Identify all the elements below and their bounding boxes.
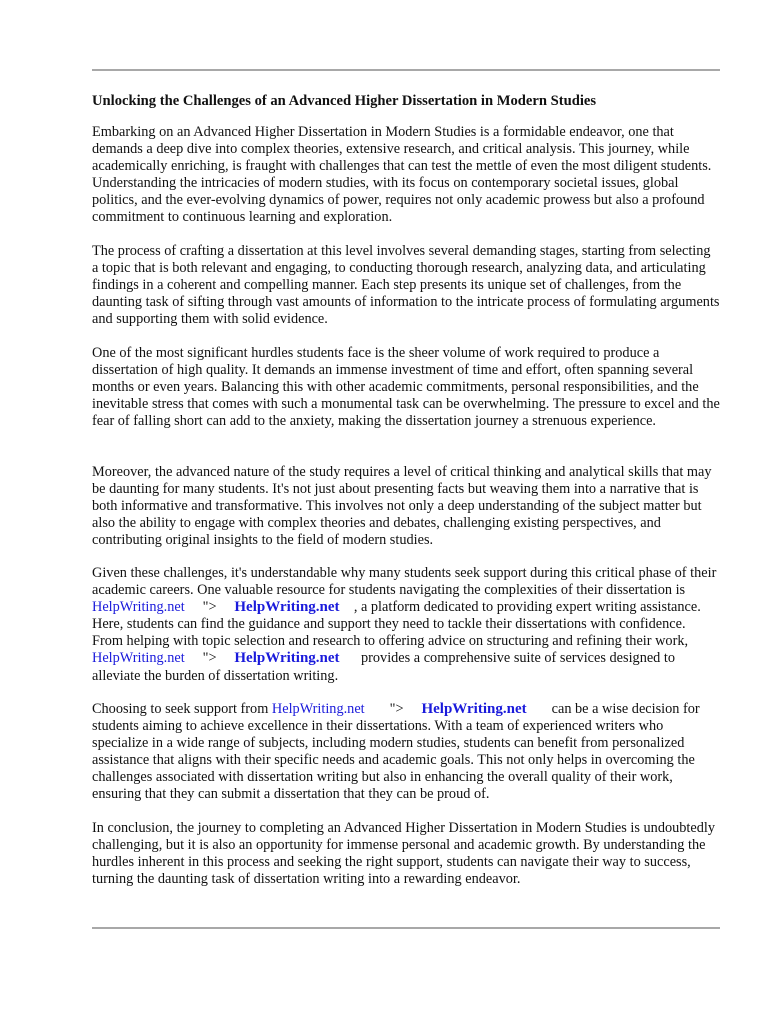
- page-title: Unlocking the Challenges of an Advanced Higher Dissertation in Modern Studies: [92, 93, 597, 109]
- helpwriting-link-bold[interactable]: HelpWriting.net: [234, 650, 340, 667]
- paragraph-6-text-1: Choosing to seek support from: [92, 701, 272, 717]
- paragraph-5-text-3: provides a comprehensive suite of services designed to alleviate the burden of dissertation writing.: [92, 650, 676, 684]
- link-separator: ">: [389, 701, 404, 717]
- paragraph-6: [92, 701, 720, 804]
- bottom-divider: [92, 927, 720, 929]
- paragraph-5: [92, 565, 720, 685]
- paragraph-5-text-1: Given these challenges, it's understandable why many students seek support during this critical phase of their academic careers. One valuable resource for students navigating the complexities of their dissertation is: [92, 565, 717, 599]
- helpwriting-link-bold[interactable]: HelpWriting.net: [234, 599, 340, 616]
- paragraph-5-text-2: , a platform dedicated to providing expert writing assistance. Here, students can find the guidance and support they need to tackle their dissertations with confidence. From helping with topic selection and research to offering advice on structuring and refining their work,: [92, 599, 701, 650]
- helpwriting-link[interactable]: HelpWriting.net: [92, 599, 185, 616]
- paragraph-4: Moreover, the advanced nature of the study requires a level of critical thinking and analytical skills that may be daunting for many students. It's not just about presenting facts but weaving them into a narrative that is both informative and transformative. This involves not only a deep understanding of the subject matter but also the ability to engage with complex theories and debates, challenging existing perspectives, and contributing original insights to the field of modern studies.: [92, 464, 712, 549]
- paragraph-2: The process of crafting a dissertation at this level involves several demanding stages, starting from selecting a topic that is both relevant and engaging, to conducting thorough research, analyzing data, and articulating findings in a coherent and compelling manner. Each step presents its unique set of challenges, from the daunting task of sifting through vast amounts of information to the intricate process of formulating arguments and supporting them with solid evidence.: [92, 243, 720, 328]
- paragraph-6-text-2: can be a wise decision for students aiming to achieve excellence in their dissertations. With a team of experienced writers who specialize in a wide range of subjects, including modern studies, students can benefit from personalized assistance that aligns with their specific needs and academic goals. This not only helps in overcoming the challenges associated with dissertation writing but also in enhancing the overall quality of their work, ensuring that they can submit a dissertation that they can be proud of.: [92, 701, 700, 803]
- link-separator: ">: [202, 650, 217, 667]
- top-divider: [92, 69, 720, 71]
- paragraph-1: Embarking on an Advanced Higher Dissertation in Modern Studies is a formidable endeavor, one that demands a deep dive into complex theories, extensive research, and critical analysis. This journey, while academically enriching, is fraught with challenges that can test the mettle of even the most diligent students. Understanding the intricacies of modern studies, with its focus on contemporary societal issues, global politics, and the ever-evolving dynamics of power, requires not only academic prowess but also a profound commitment to continuous learning and exploration.: [92, 124, 712, 226]
- link-separator: ">: [202, 599, 217, 616]
- helpwriting-link[interactable]: HelpWriting.net: [271, 701, 365, 717]
- helpwriting-link[interactable]: HelpWriting.net: [92, 650, 185, 667]
- paragraph-7: In conclusion, the journey to completing an Advanced Higher Dissertation in Modern Studies is undoubtedly challenging, but it is also an opportunity for immense personal and academic growth. By understanding the hurdles inherent in this process and seeking the right support, students can navigate their way to success, turning the daunting task of dissertation writing into a rewarding endeavor.: [92, 820, 715, 888]
- helpwriting-link-bold[interactable]: HelpWriting.net: [421, 701, 527, 717]
- paragraph-3: One of the most significant hurdles students face is the sheer volume of work required to produce a dissertation of high quality. It demands an immense investment of time and effort, often spanning several months or even years. Balancing this with other academic commitments, personal responsibilities, and the inevitable stress that comes with such a monumental task can be overwhelming. The pressure to excel and the fear of falling short can add to the anxiety, making the dissertation journey a strenuous experience.: [92, 345, 720, 430]
